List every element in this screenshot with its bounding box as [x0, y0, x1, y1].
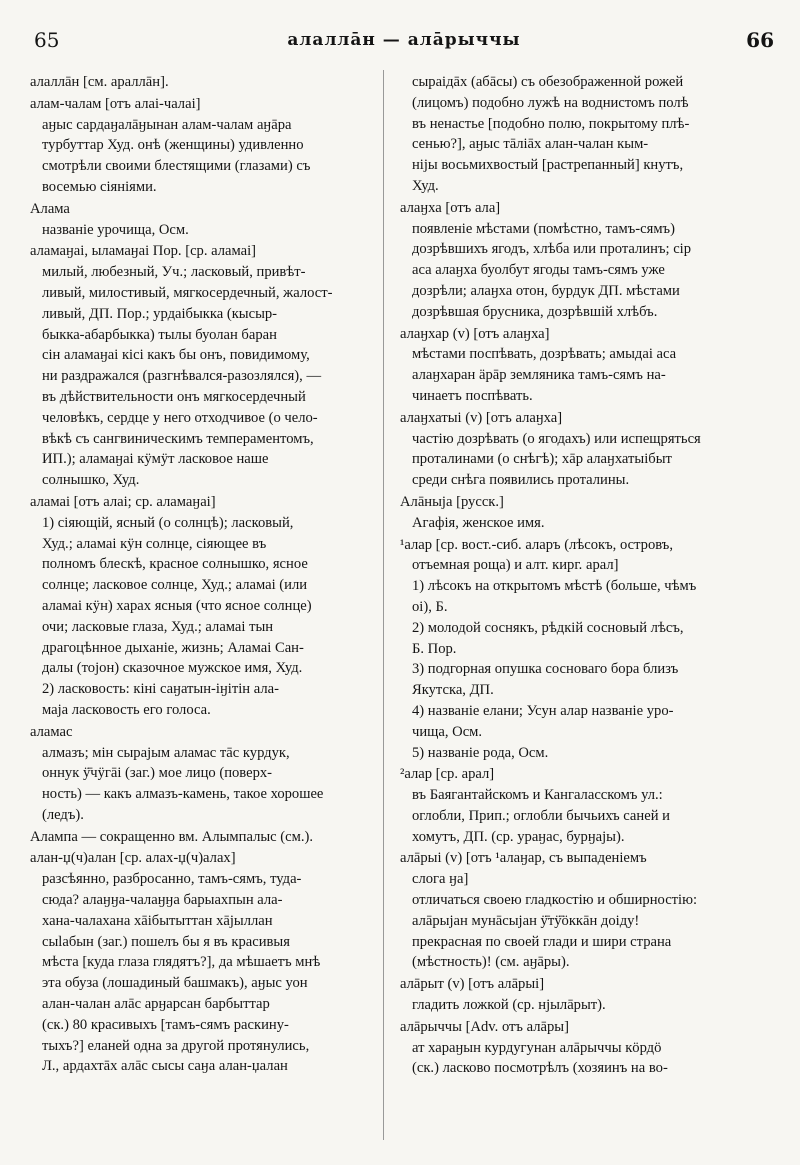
entry-definition-line: слога ӈа] — [412, 871, 469, 888]
entry-definition-line: ни раздражался (разгнѣвался-разозлялся), — — [42, 368, 322, 385]
dictionary-entry — [26, 722, 384, 826]
entry-definition-line: алан-чалан алāс арӈарсан барбыттар — [42, 996, 270, 1013]
page-number-right: 66 — [746, 28, 774, 52]
entry-definition-line: солнце; ласковое солнце, Худ.; аламаі (или — [42, 577, 308, 594]
entry-headword-line: аламас — [30, 723, 73, 740]
entry-headword-line: аламаӈаі, ыламаӈаі Пор. [ср. аламаі] — [30, 243, 257, 260]
entry-definition-line: частію дозрѣвать (о ягодахъ) или испещряться — [412, 430, 701, 447]
dictionary-entry — [396, 72, 764, 197]
entry-definition-line: очи; ласковые глаза, Худ.; аламаі тын — [42, 618, 274, 635]
entry-definition-line: драгоцѣнное дыханіе, жизнь; Аламаі Сан- — [42, 639, 304, 656]
entry-definition-line: оннук ӱ̄чӱгāі (заг.) мое лицо (поверх- — [42, 765, 273, 782]
entry-definition-line: оі), Б. — [412, 598, 448, 615]
dictionary-entry — [396, 408, 764, 491]
entry-definition-line: 4) названіе елани; Усун алар названіе уро- — [412, 702, 674, 719]
entry-definition-line: смотрѣли своими блестящими (глазами) съ — [42, 158, 311, 175]
entry-definition-line: аламаі кӱн) харах ясныя (что ясное солнце) — [42, 597, 312, 614]
entry-headword-line: Алама — [30, 200, 70, 217]
dictionary-entry — [396, 848, 764, 973]
dictionary-entry — [396, 1017, 764, 1079]
entry-definition-line: въ дѣйствительности онъ мягкосердечный — [42, 388, 306, 405]
entry-headword-line: алаӈхар (v) [отъ алаӈха] — [400, 325, 550, 342]
entry-headword-line: алāрыт (v) [отъ алāрыі] — [400, 976, 545, 993]
entry-definition-line: отличаться своею гладкостію и обширностію: — [412, 892, 698, 909]
entry-definition-line: сін аламаӈаі кісі какъ бы онъ, повидимому, — [42, 347, 310, 364]
entry-definition-line: мѣстами поспѣвать, дозрѣвать; амыдаі аса — [412, 346, 677, 363]
entry-definition-line: 2) молодой соснякъ, рѣдкій сосновый лѣсъ, — [412, 619, 684, 636]
entry-headword-line: алāрыі (v) [отъ ¹алаӈар, съ выпаденіемъ — [400, 850, 647, 867]
entry-headword-line: алам-чалам [отъ алаі-чалаі] — [30, 95, 201, 112]
entry-definition-line: Агафія, женское имя. — [412, 514, 545, 531]
entry-definition-line: чища, Осм. — [412, 723, 483, 740]
entry-definition-line: (ск.) ласково посмотрѣлъ (хозяинъ на во- — [412, 1060, 668, 1077]
column-divider — [383, 70, 384, 1140]
entry-definition-line: проталинами (о снѣгѣ); хāр алаӈхатыібыт — [412, 451, 672, 468]
entry-definition-line: появленіе мѣстами (помѣстно, тамъ-сямъ) — [412, 220, 675, 237]
entry-definition-line: солнышко, Худ. — [42, 472, 140, 489]
right-column — [396, 72, 764, 1080]
entry-definition-line: милый, любезный, Уч.; ласковый, привѣт- — [42, 264, 306, 281]
entry-definition-line: далы (тојон) сказочное мужское имя, Худ. — [42, 660, 303, 677]
entry-definition-line: въ Баягантайскомъ и Кангаласскомъ ул.: — [412, 787, 663, 804]
entry-definition-line: ИП.); аламаӈаі кӱмӱт ласковое наше — [42, 451, 269, 468]
entry-definition-line: ат хараӈын курдугунан алāрыччы кöрдö — [412, 1039, 662, 1056]
entry-definition-line: Худ. — [412, 177, 439, 194]
page-number-left: 65 — [34, 28, 60, 52]
entry-definition-line: человѣкъ, сердце у него отходчивое (о чело- — [42, 409, 318, 426]
entry-headword-line: ²алар [ср. арал] — [400, 766, 495, 783]
entry-definition-line: 5) названіе рода, Осм. — [412, 744, 549, 761]
entry-headword-line: алаӈхатыі (v) [отъ алаӈха] — [400, 409, 563, 426]
dictionary-entry — [26, 94, 384, 198]
entry-headword-line: Алāныја [русск.] — [400, 493, 504, 510]
dictionary-entry — [396, 492, 764, 534]
entry-definition-line: сюда? алаӈӈа-чалаӈӈа барыахпын ала- — [42, 892, 283, 909]
entry-definition-line: (мѣстность)! (см. аӈāры). — [412, 954, 570, 971]
entry-definition-line: Якутска, ДП. — [412, 682, 494, 699]
dictionary-entry — [396, 764, 764, 847]
entry-definition-line: 2) ласковость: кіні саӈатын-іӈітін ала- — [42, 681, 279, 698]
entry-definition-line: дозрѣвшая брусника, дозрѣвшій хлѣбъ. — [412, 303, 658, 320]
entry-definition-line: оглобли, Прип.; оглобли бычьихъ саней и — [412, 807, 670, 824]
entry-definition-line: 1) сіяющій, ясный (о солнцѣ); ласковый, — [42, 514, 294, 531]
entry-definition-line: (ледъ). — [42, 806, 84, 823]
entry-definition-line: отъемная роща) и алт. кирг. арал] — [412, 557, 619, 574]
entry-definition-line: сыӏабын (заг.) пошелъ бы я въ красивыя — [42, 933, 290, 950]
dictionary-entry — [26, 72, 384, 93]
entry-definition-line: быкка-абарбыкка) тылы буолан баран — [42, 326, 277, 343]
entry-definition-line: турбуттар Худ. онѣ (женщины) удивленно — [42, 137, 304, 154]
entry-definition-line: маја ласковость его голоса. — [42, 701, 211, 718]
entry-definition-line: аӈыс сардаӈалāӈынан алам-чалам аӈāра — [42, 116, 292, 133]
dictionary-entry — [26, 199, 384, 241]
entry-headword-line: алāрыччы [Adv. отъ алāры] — [400, 1018, 569, 1035]
entry-definition-line: прекрасная по своей глади и шири страна — [412, 933, 672, 950]
left-column — [26, 72, 384, 1078]
entry-definition-line: аса алаӈха буолбут ягоды тамъ-сямъ уже — [412, 262, 665, 279]
entry-definition-line: тыхъ?] еланей одна за другой протянулись, — [42, 1037, 310, 1054]
entry-definition-line: названіе урочища, Осм. — [42, 221, 189, 238]
entry-definition-line: 3) подгорная опушка сосноваго бора близъ — [412, 661, 679, 678]
entry-definition-line: среди снѣга появились проталины. — [412, 472, 630, 489]
entry-definition-line: ливый, милостивый, мягкосердечный, жалост- — [42, 284, 333, 301]
entry-definition-line: дозрѣвшихъ ягодъ, хлѣба или проталинъ; сір — [412, 241, 692, 258]
dictionary-entry — [26, 827, 384, 848]
running-head: алаллāн — алāрыччы — [287, 30, 521, 50]
entry-definition-line: дозрѣли; алаӈха отон, бурдук ДП. мѣстами — [412, 282, 680, 299]
entry-definition-line: 1) лѣсокъ на открытомъ мѣстѣ (больше, чѣмъ — [412, 578, 697, 595]
dictionary-entry — [396, 324, 764, 407]
entry-definition-line: (ск.) 80 красивыхъ [тамъ-сямъ раскину- — [42, 1016, 289, 1033]
dictionary-entry — [396, 535, 764, 764]
entry-definition-line: сыраідāх (абāсы) съ обезображенной рожей — [412, 74, 684, 90]
entry-headword-line: аламаі [отъ алаі; ср. аламаӈаі] — [30, 493, 216, 510]
entry-definition-line: ніјы восьмихвостый [растрепанный] кнутъ, — [412, 157, 684, 174]
entry-definition-line: алāрыјан мунāсыјан ӱ̄тӱ̄öккāн доіду! — [412, 912, 640, 929]
entry-definition-line: чинаетъ поспѣвать. — [412, 387, 533, 404]
entry-definition-line: (лицомъ) подобно лужѣ на воднистомъ полѣ — [412, 94, 689, 111]
entry-definition-line: мѣста [куда глаза глядятъ?], да мѣшаетъ мнѣ — [42, 954, 321, 971]
entry-definition-line: эта обуза (лошадиный башмакъ), аӈыс уон — [42, 975, 308, 992]
entry-definition-line: разсѣянно, разбросанно, тамъ-сямъ, туда- — [42, 871, 302, 888]
entry-definition-line: Л., ардахтāх алāс сысы саӈа алан-џалан — [42, 1058, 288, 1075]
entry-definition-line: алаӈхаран ӓрāр земляника тамъ-сямъ на- — [412, 367, 666, 384]
dictionary-entry — [396, 198, 764, 323]
entry-definition-line: хомутъ, ДП. (ср. ураӈас, бурӈајы). — [412, 828, 625, 845]
entry-definition-line: Худ.; аламаі кӱн солнце, сіяющее въ — [42, 535, 267, 552]
entry-headword-line: ¹алар [ср. вост.-сиб. аларъ (лѣсокъ, островъ, — [400, 536, 673, 553]
page-header — [34, 28, 774, 56]
entry-definition-line: въ ненастье [подобно полю, покрытому плѣ- — [412, 115, 690, 132]
entry-definition-line: алмазъ; мін сырајым аламас тāс курдук, — [42, 744, 290, 761]
dictionary-entry — [396, 974, 764, 1016]
entry-definition-line: полномъ блескѣ, красное солнышко, ясное — [42, 556, 308, 573]
entry-definition-line: сенью?], аӈыс тāліāх алан-чалан кым- — [412, 136, 649, 153]
dictionary-entry — [26, 848, 384, 1077]
entry-definition-line: ность) — какъ алмазъ-камень, такое хорошее — [42, 786, 324, 803]
entry-headword-line: Алампа — сокращенно вм. Алымпалыс (см.). — [30, 828, 314, 845]
entry-definition-line: гладить ложкой (ср. нјылāрыт). — [412, 997, 606, 1014]
entry-definition-line: Б. Пор. — [412, 640, 457, 657]
entry-headword-line: алан-џ(ч)алан [ср. алах-џ(ч)алах] — [30, 850, 236, 867]
entry-headword-line: алаллāн [см. араллāн]. — [30, 74, 169, 90]
dictionary-entry — [26, 492, 384, 721]
entry-headword-line: алаӈха [отъ ала] — [400, 199, 501, 216]
entry-definition-line: восемью сіяніями. — [42, 178, 157, 195]
entry-definition-line: хана-чалахана хāібытыттан хāјыллан — [42, 912, 273, 929]
entry-definition-line: вѣкѣ съ сангвиническимъ темпераментомъ, — [42, 430, 314, 447]
dictionary-entry — [26, 241, 384, 491]
entry-definition-line: ливый, ДП. Пор.; урдаібыкка (кысыр- — [42, 305, 278, 322]
